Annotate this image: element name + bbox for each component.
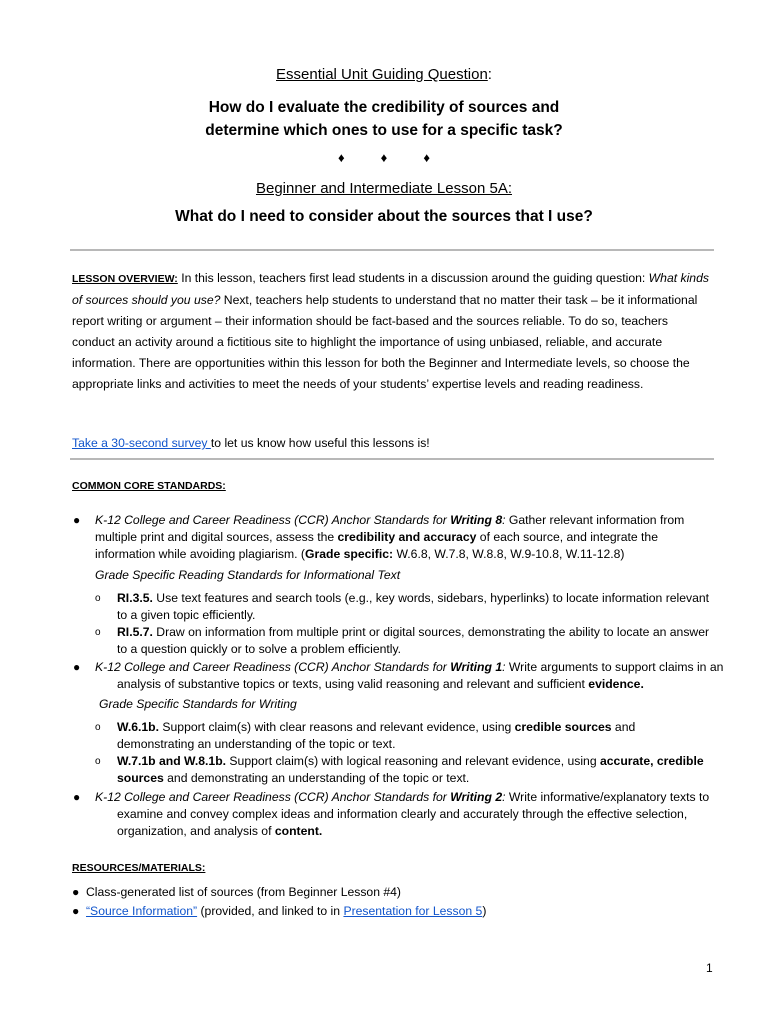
lesson-overview: LESSON OVERVIEW: In this lesson, teachers first lead students in a discussion around the guiding question: What kinds of sources should you use? Next, teachers help students to understand that no matter their task – be it informational report writing or argument – their information should be fact-based and the sources reliable. To do so, teachers conduct an activity around a fictitious site to highlight the importance of using unbiased, reliable, and accurate information. There are opportunities within this lesson for both the Beginner and Intermediate levels, so choose the appropriate links and activities to meet the needs of your students’ expertise levels and reading readiness. [72,271,709,391]
divider [70,458,714,460]
diamond-icon: ♦ [423,150,430,165]
lesson-question: What do I need to consider about the sources that I use? [175,208,593,225]
reading-standards-subheading: Grade Specific Reading Standards for Informational Text [95,568,401,582]
standard-w-7-1b: o W.7.1b and W.8.1b. Support claim(s) with logical reasoning and relevant evidence, using accurate, credible sources and demonstrating an understanding of the topic or text. [95,754,704,785]
guiding-question: How do I evaluate the credibility of sources and determine which ones to use for a specific task? [205,99,563,139]
source-information-link[interactable]: “Source Information” [86,904,198,918]
survey-link[interactable]: Take a 30-second survey [72,436,211,450]
standard-writing-1: ● K-12 College and Career Readiness (CCR) Anchor Standards for Writing 1: Write arguments to support claims in an analysis of substantive topics or texts, using valid reasoning and relevant and sufficient evidence. [73,660,724,691]
diamond-icon: ♦ [338,150,345,165]
standard-writing-2: ● K-12 College and Career Readiness (CCR) Anchor Standards for Writing 2: Write informative/explanatory texts to examine and convey complex ideas and information clearly and accurately through the effective selection, organization, and analysis of content. [73,790,710,838]
presentation-link[interactable]: Presentation for Lesson 5 [343,904,483,918]
survey-line: Take a 30-second survey to let us know how useful this lessons is! [72,436,430,450]
bullet-icon: ● [73,660,81,674]
lesson-title: Beginner and Intermediate Lesson 5A: [255,180,512,197]
circle-bullet-icon: o [95,593,101,604]
resource-item: ● Class-generated list of sources (from Beginner Lesson #4) [72,885,401,899]
resource-item: ● “Source Information” (provided, and linked to in Presentation for Lesson 5) [72,904,487,918]
diamond-separator [0,150,768,165]
bullet-icon: ● [73,513,81,527]
standard-ri-3-5: o RI.3.5. Use text features and search tools (e.g., key words, sidebars, hyperlinks) to locate information relevant to a given topic efficiently. [95,591,710,622]
diamond-icon: ♦ [380,150,388,165]
standards-heading: COMMON CORE STANDARDS: [72,480,226,492]
standard-ri-5-7: o RI.5.7. Draw on information from multiple print or digital sources, demonstrating the ability to locate an answer to a question quickly or to solve a problem efficiently. [95,625,710,656]
overview-label: LESSON OVERVIEW: [72,273,178,285]
bullet-icon: ● [72,885,80,899]
circle-bullet-icon: o [95,722,101,733]
standard-w-6-1b: o W.6.1b. Support claim(s) with clear reasons and relevant evidence, using credible sources and demonstrating an understanding of the topic or text. [95,720,636,751]
bullet-icon: ● [72,904,80,918]
divider [70,249,714,251]
standard-writing-8: ● K-12 College and Career Readiness (CCR) Anchor Standards for Writing 8: Gather relevant information from multiple print and digital sources, assess the credibility and accuracy of each source, and integrate the information while avoiding plagiarism. (Grade specific: W.6.8, W.7.8, W.8.8, W.9-10.8, W.11-12.8) [73,513,685,561]
resources-heading: RESOURCES/MATERIALS: [72,862,206,874]
circle-bullet-icon: o [95,627,101,638]
circle-bullet-icon: o [95,756,101,767]
writing-standards-subheading: Grade Specific Standards for Writing [99,697,297,711]
guiding-question-title: Essential Unit Guiding Question: [276,66,492,83]
page-number: 1 [706,961,713,975]
bullet-icon: ● [73,790,81,804]
